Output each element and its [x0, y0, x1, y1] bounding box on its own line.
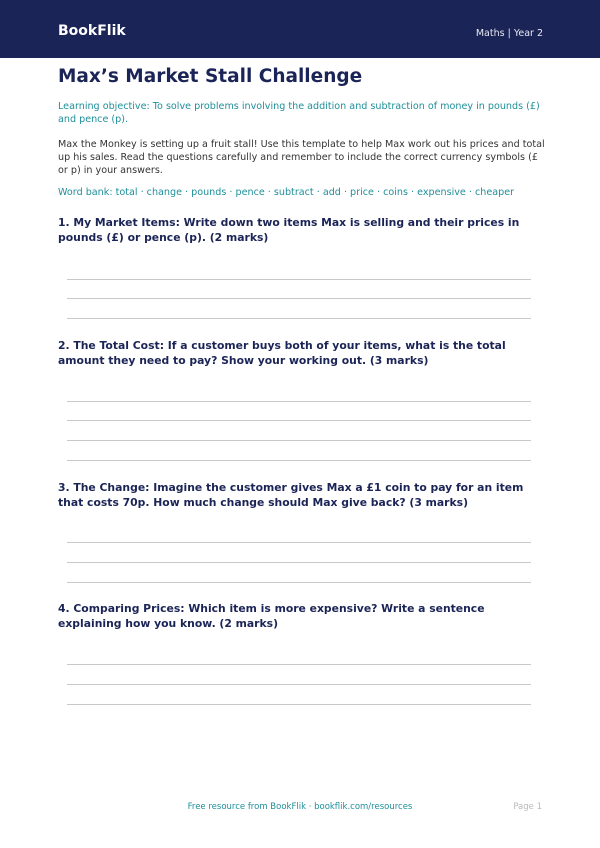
answer-line[interactable]	[67, 298, 531, 299]
question-4: 4. Comparing Prices: Which item is more expensive? Write a sentence explaining how you know. (2 marks)	[58, 602, 485, 630]
answer-line[interactable]	[67, 460, 531, 461]
answer-line[interactable]	[67, 582, 531, 583]
answer-line[interactable]	[67, 420, 531, 421]
question-1: 1. My Market Items: Write down two items Max is selling and their prices in pounds (£) or pence (p). (2 marks)	[58, 216, 520, 244]
intro-paragraph: Max the Monkey is setting up a fruit stall! Use this template to help Max work out his prices and total up his sales. Read the questions carefully and remember to include the correct currency symbols (£ or p) in your answers.	[58, 139, 545, 176]
answer-line[interactable]	[67, 440, 531, 441]
answer-line[interactable]	[67, 562, 531, 563]
answer-line[interactable]	[67, 318, 531, 319]
answer-line[interactable]	[67, 684, 531, 685]
answer-line[interactable]	[67, 664, 531, 665]
header-bar	[0, 0, 600, 58]
page-number: Page 1	[513, 802, 542, 812]
footer-credit: Free resource from BookFlik · bookflik.com/resources	[187, 802, 413, 812]
answer-line[interactable]	[67, 542, 531, 543]
word-bank: Word bank: total · change · pounds · pence · subtract · add · price · coins · expensive · cheaper	[58, 187, 515, 198]
learning-objective: Learning objective: To solve problems involving the addition and subtraction of money in pounds (£) and pence (p).	[58, 101, 540, 125]
question-2: 2. The Total Cost: If a customer buys both of your items, what is the total amount they need to pay? Show your working out. (3 marks)	[58, 339, 506, 367]
subject-year-label: Maths | Year 2	[475, 28, 543, 39]
worksheet-title: Max’s Market Stall Challenge	[58, 66, 363, 87]
question-3: 3. The Change: Imagine the customer gives Max a £1 coin to pay for an item that costs 70p. How much change should Max give back? (3 marks)	[58, 481, 524, 509]
answer-line[interactable]	[67, 279, 531, 280]
brand-logo: BookFlik	[58, 23, 126, 39]
answer-line[interactable]	[67, 401, 531, 402]
answer-line[interactable]	[67, 704, 531, 705]
